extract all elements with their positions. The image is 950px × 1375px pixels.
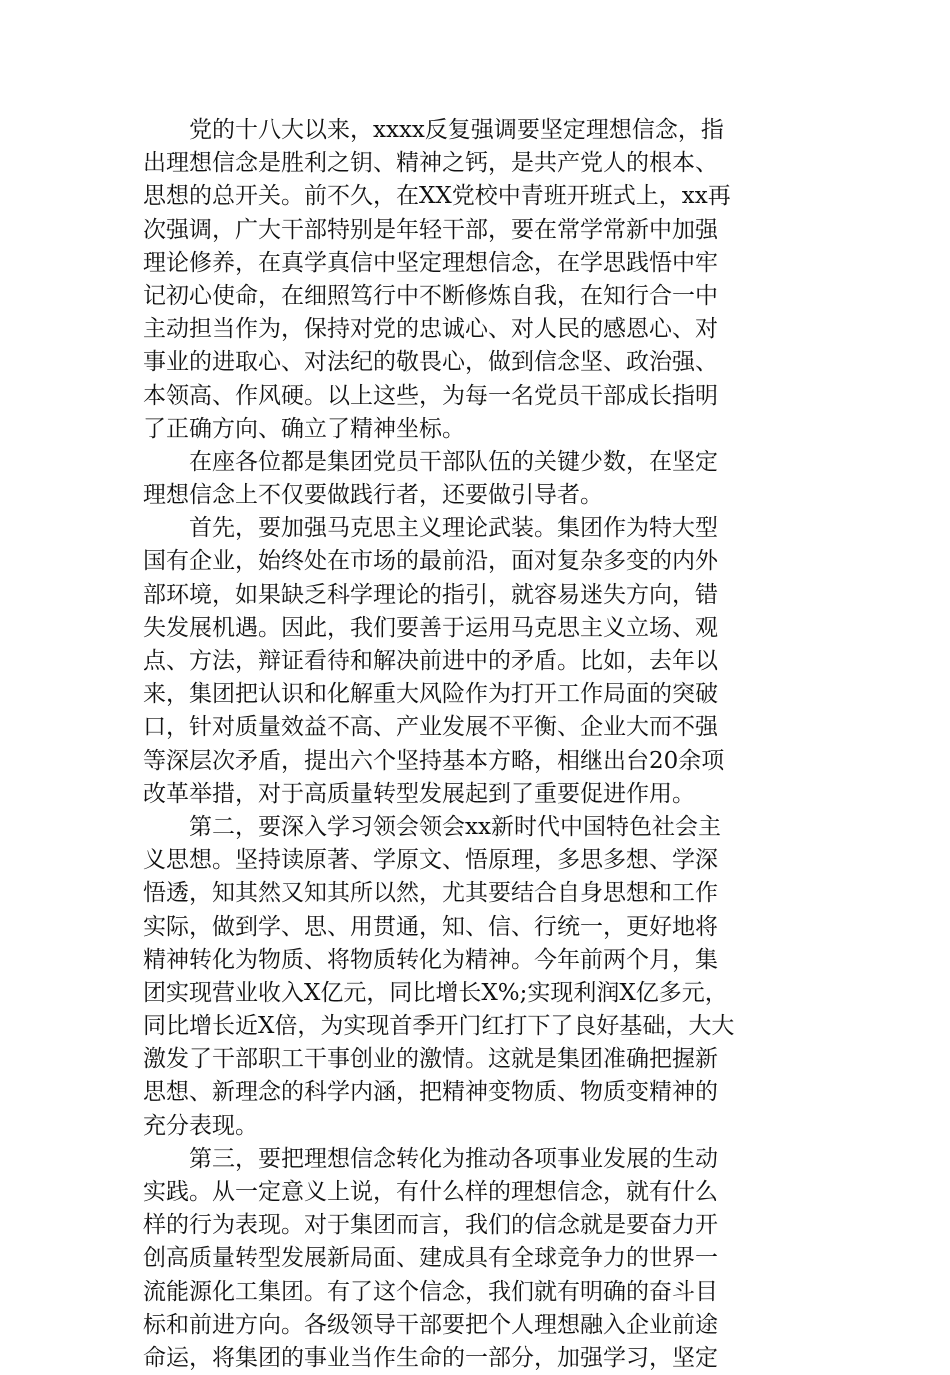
paragraph-5: [143, 1143, 807, 1375]
document-body: [143, 114, 807, 1375]
text-line: 第二，要深入学习领会领会xx新时代中国特色社会主: [143, 813, 721, 840]
text-line: 党的十八大以来，xxxx反复强调要坚定理想信念，指: [143, 117, 724, 143]
text-line: 记初心使命，在细照笃行中不断修炼自我，在知行合一中: [143, 282, 718, 309]
text-line: 事业的进取心、对法纪的敬畏心，做到信念坚、政治强、: [143, 349, 718, 376]
text-line: 国有企业，始终处在市场的最前沿，面对复杂多变的内外: [143, 548, 718, 575]
text-line: 激发了干部职工干事创业的激情。这就是集团准确把握新: [143, 1046, 718, 1073]
text-line: 精神转化为物质、将物质转化为精神。今年前两个月，集: [143, 946, 718, 973]
text-line: 本领高、作风硬。以上这些，为每一名党员干部成长指明: [143, 382, 718, 409]
text-line: 同比增长近X倍，为实现首季开门红打下了良好基础，大大: [143, 1013, 735, 1040]
text-line: 首先，要加强马克思主义理论武装。集团作为特大型: [143, 515, 718, 542]
paragraph-1: [143, 114, 807, 446]
text-line: 部环境，如果缺乏科学理论的指引，就容易迷失方向，错: [143, 581, 718, 608]
text-line: 了正确方向、确立了精神坐标。: [143, 415, 465, 442]
paragraph-3: [143, 512, 807, 811]
text-line: 实践。从一定意义上说，有什么样的理想信念，就有什么: [143, 1179, 718, 1205]
text-line: 义思想。坚持读原著、学原文、悟原理，多思多想、学深: [143, 847, 718, 874]
paragraph-4: [143, 811, 807, 1143]
text-line: 样的行为表现。对于集团而言，我们的信念就是要奋力开: [143, 1212, 718, 1239]
text-line: 改革举措，对于高质量转型发展起到了重要促进作用。: [143, 780, 695, 807]
text-line: 流能源化工集团。有了这个信念，我们就有明确的奋斗目: [143, 1278, 718, 1305]
text-line: 主动担当作为，保持对党的忠诚心、对人民的感恩心、对: [143, 316, 718, 343]
text-line: 点、方法，辩证看待和解决前进中的矛盾。比如，去年以: [143, 648, 718, 674]
text-line: 实际，做到学、思、用贯通，知、信、行统一，更好地将: [143, 913, 718, 940]
text-line: 团实现营业收入X亿元，同比增长X%;实现利润X亿多元，: [143, 979, 728, 1006]
text-line: 次强调，广大干部特别是年轻干部，要在常学常新中加强: [143, 216, 718, 243]
text-line: 来，集团把认识和化解重大风险作为打开工作局面的突破: [143, 681, 718, 708]
text-line: 思想的总开关。前不久，在XX党校中青班开班式上，xx再: [143, 183, 731, 210]
text-line: 悟透，知其然又知其所以然，尤其要结合自身思想和工作: [143, 880, 718, 907]
text-line: 出理想信念是胜利之钥、精神之钙，是共产党人的根本、: [143, 150, 718, 177]
text-line: 思想、新理念的科学内涵，把精神变物质、物质变精神的: [143, 1079, 718, 1106]
text-line: 理论修养，在真学真信中坚定理想信念，在学思践悟中牢: [143, 249, 718, 276]
text-line: 口，针对质量效益不高、产业发展不平衡、企业大而不强: [143, 714, 718, 741]
text-line: 创高质量转型发展新局面、建成具有全球竞争力的世界一: [143, 1245, 718, 1272]
text-line: 等深层次矛盾，提出六个坚持基本方略，相继出台20余项: [143, 747, 725, 774]
paragraph-2: [143, 446, 807, 512]
text-line: 第三，要把理想信念转化为推动各项事业发展的生动: [143, 1145, 718, 1172]
text-line: 命运，将集团的事业当作生命的一部分，加强学习，坚定: [143, 1344, 718, 1371]
text-line: 理想信念上不仅要做践行者，还要做引导者。: [143, 482, 603, 509]
text-line: 标和前进方向。各级领导干部要把个人理想融入企业前途: [143, 1311, 718, 1338]
text-line: 充分表现。: [143, 1112, 258, 1139]
text-line: 在座各位都是集团党员干部队伍的关键少数，在坚定: [143, 448, 718, 475]
text-line: 失发展机遇。因此，我们要善于运用马克思主义立场、观: [143, 614, 718, 641]
